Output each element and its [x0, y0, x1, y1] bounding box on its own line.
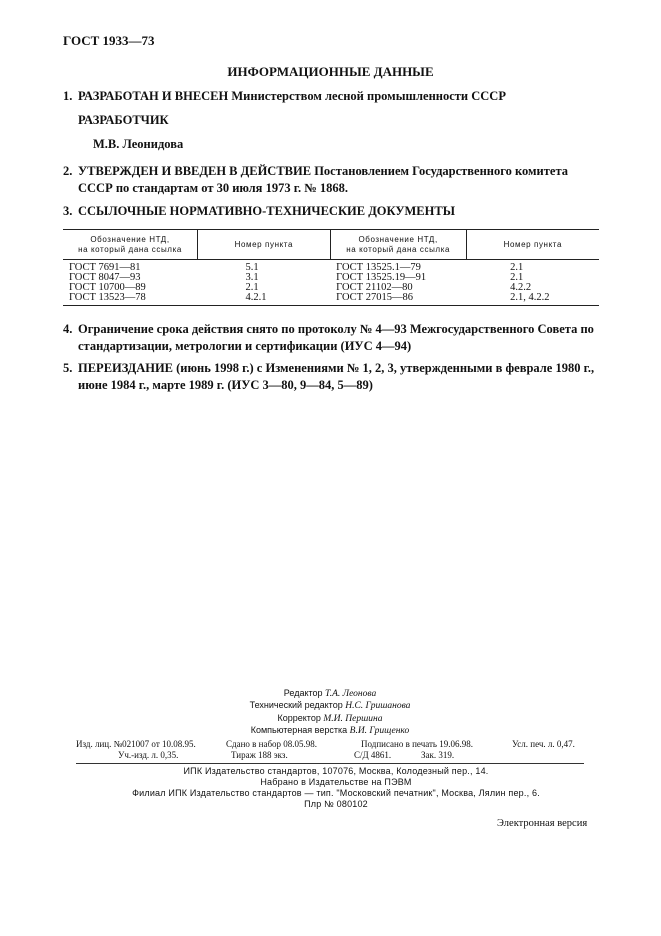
cell-point-right: 2.1, 4.2.2 — [466, 293, 599, 306]
sd-number: С/Д 4861. — [354, 750, 392, 760]
printer-line-3: Филиал ИПК Издательство стандартов — тип. "Московский печатник", Москва, Лялин пер., 6. — [132, 788, 540, 798]
section-2-number: 2. — [63, 164, 73, 178]
header-ntd-left-line2: на который дана ссылка — [78, 245, 182, 254]
layout-name: В.И. Грищенко — [349, 725, 410, 736]
header-ntd-right-line1: Обозначение НТД, — [358, 235, 438, 244]
header-point-left: Номер пункта — [197, 230, 330, 260]
tech-editor-line — [170, 700, 490, 712]
section-2-text: Постановлением Государственного комитета СССР по стандартам от 30 июля 1973 г. № 1868. — [78, 164, 568, 195]
signed-date: Подписано в печать 19.06.98. — [361, 739, 474, 749]
header-ntd-left-line1: Обозначение НТД, — [90, 235, 170, 244]
section-2 — [63, 163, 603, 197]
editor-name: Т.А. Леонова — [325, 689, 377, 699]
order-number: Зак. 319. — [421, 750, 455, 760]
header-point-right: Номер пункта — [466, 230, 599, 260]
section-5-text: (июнь 1998 г.) с Изменениями № 1, 2, 3, утвержденными в феврале 1980 г., июне 1984 г., марте 1989 г. (ИУС 3—80, 9—84, 5—89) — [78, 361, 595, 392]
publisher-sheets: Уч.-изд. л. 0,35. — [118, 750, 179, 760]
tech-editor-label: Технический редактор — [249, 700, 343, 711]
cell-point-left: 2.1 — [245, 282, 259, 293]
header-ntd-right-line2: на который дана ссылка — [346, 245, 451, 254]
developer-heading: РАЗРАБОТЧИК — [78, 113, 169, 127]
corrector-line — [170, 713, 490, 725]
cell-ntd-right: ГОСТ 21102—80 — [336, 282, 413, 293]
section-2-lead: УТВЕРЖДЕН И ВВЕДЕН В ДЕЙСТВИЕ — [78, 164, 312, 178]
header-ntd-left — [63, 230, 197, 260]
tech-editor-name: Н.С. Гришанова — [345, 701, 411, 712]
cell-point-left: 3.1 — [245, 272, 259, 283]
imprint-credits — [170, 688, 490, 737]
cell-ntd-right: ГОСТ 13525.1—79 — [336, 262, 421, 273]
section-5-lead: ПЕРЕИЗДАНИЕ — [78, 361, 174, 375]
print-sheets: Усл. печ. л. 0,47. — [512, 739, 575, 749]
section-3-lead: ССЫЛОЧНЫЕ НОРМАТИВНО-ТЕХНИЧЕСКИЕ ДОКУМЕНТЫ — [78, 204, 455, 218]
table-header-row — [63, 230, 599, 260]
cell-ntd-left: ГОСТ 10700—89 — [69, 282, 146, 293]
section-5-number: 5. — [63, 361, 73, 375]
cell-point-right: 2.1 — [510, 272, 524, 283]
printer-line-4: Плр № 080102 — [304, 799, 368, 809]
section-4-text: Ограничение срока действия снято по протоколу № 4—93 Межгосударственного Совета по стандартизации, метрологии и сертификации (ИУС 4—94) — [78, 322, 594, 353]
cell-ntd-left: ГОСТ 13523—78 — [63, 293, 197, 306]
section-5 — [63, 360, 603, 394]
section-1 — [63, 88, 603, 105]
editor-line — [170, 688, 490, 700]
section-1-number: 1. — [63, 89, 73, 103]
page-title: ИНФОРМАЦИОННЫЕ ДАННЫЕ — [227, 64, 434, 79]
cell-point-right: 4.2.2 — [510, 282, 532, 293]
cell-ntd-right: ГОСТ 13525.19—91 — [336, 272, 427, 283]
cell-point-left: 5.1 — [245, 262, 259, 273]
cell-point-right: 2.1 — [510, 262, 524, 273]
circulation: Тираж 188 экз. — [231, 750, 288, 760]
cell-ntd-left: ГОСТ 7691—81 — [69, 262, 141, 273]
cell-ntd-right: ГОСТ 27015—86 — [330, 293, 466, 306]
section-4 — [63, 321, 603, 355]
license-text: Изд. лиц. №021007 от 10.08.95. — [76, 739, 196, 749]
section-4-number: 4. — [63, 322, 73, 336]
editor-label: Редактор — [283, 688, 323, 698]
developer-name: М.В. Леонидова — [93, 137, 184, 151]
typeset-date: Сдано в набор 08.05.98. — [226, 739, 318, 749]
printer-line-1: ИПК Издательство стандартов, 107076, Москва, Колодезный пер., 14. — [183, 766, 489, 776]
section-1-text: Министерством лесной промышленности СССР — [231, 89, 506, 103]
divider — [76, 763, 584, 764]
reference-documents-table — [63, 229, 599, 306]
cell-point-left: 4.2.1 — [197, 293, 330, 306]
cell-ntd-left: ГОСТ 8047—93 — [69, 272, 141, 283]
section-3 — [63, 203, 603, 220]
section-1-lead: РАЗРАБОТАН И ВНЕСЕН — [78, 89, 229, 103]
printer-line-2: Набрано в Издательстве на ПЭВМ — [260, 777, 412, 787]
section-3-number: 3. — [63, 204, 73, 218]
electronic-version-label: Электронная версия — [497, 818, 588, 829]
layout-line — [170, 725, 490, 737]
corrector-name: М.И. Першина — [323, 713, 383, 724]
table-row — [63, 260, 599, 274]
corrector-label: Корректор — [277, 712, 321, 723]
document-code: ГОСТ 1933—73 — [63, 33, 155, 48]
table-row — [63, 293, 599, 306]
header-ntd-right — [330, 230, 466, 260]
layout-label: Компьютерная верстка — [250, 724, 348, 735]
